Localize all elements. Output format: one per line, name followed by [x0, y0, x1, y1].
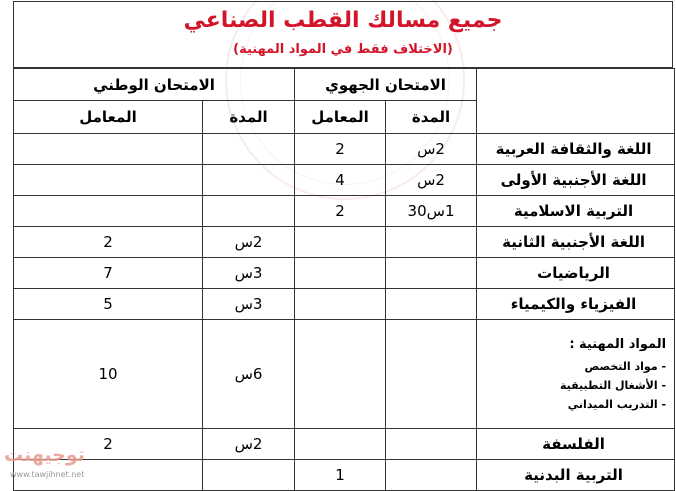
national-duration-header: المدة	[203, 101, 295, 134]
vocational-item: - مواد التخصص	[584, 360, 667, 373]
subject-cell: التربية الاسلامية	[477, 196, 675, 227]
national-duration-cell	[203, 134, 295, 165]
subject-header-blank	[477, 69, 675, 134]
vocational-item: - الأشغال التطبيقية	[559, 379, 667, 392]
regional-duration-cell: 2س	[386, 134, 477, 165]
national-coefficient-cell: 7	[14, 258, 203, 289]
vocational-item: - التدريب الميداني	[567, 398, 667, 411]
regional-coefficient-cell	[295, 289, 386, 320]
header-row-groups	[14, 69, 675, 101]
page-subtitle: (الاختلاف فقط في المواد المهنية)	[233, 42, 453, 57]
national-duration-cell: 3س	[203, 289, 295, 320]
table-row	[14, 196, 675, 227]
national-duration-cell	[203, 165, 295, 196]
regional-duration-cell	[386, 460, 477, 491]
table-row	[14, 227, 675, 258]
national-duration-cell: 6س	[203, 320, 295, 429]
subject-cell: الفيزياء والكيمياء	[477, 289, 675, 320]
national-coefficient-cell	[14, 134, 203, 165]
table-row	[14, 289, 675, 320]
regional-coefficient-cell: 4	[295, 165, 386, 196]
regional-duration-cell: 2س	[386, 165, 477, 196]
page-title: جميع مسالك القطب الصناعي	[183, 8, 503, 33]
regional-coefficient-cell: 2	[295, 196, 386, 227]
regional-duration-cell	[386, 320, 477, 429]
regional-duration-cell: 1س30	[386, 196, 477, 227]
site-logo	[2, 444, 94, 484]
regional-duration-cell	[386, 227, 477, 258]
vocational-row	[14, 320, 675, 429]
national-duration-cell	[203, 460, 295, 491]
national-coefficient-header: المعامل	[14, 101, 203, 134]
regional-coefficient-cell	[295, 227, 386, 258]
vocational-heading: المواد المهنية :	[569, 337, 667, 352]
regional-duration-header: المدة	[386, 101, 477, 134]
regional-coefficient-header: المعامل	[295, 101, 386, 134]
regional-duration-cell	[386, 289, 477, 320]
national-duration-cell: 3س	[203, 258, 295, 289]
regional-coefficient-cell	[295, 258, 386, 289]
subject-cell: اللغة الأجنبية الثانية	[477, 227, 675, 258]
subject-cell: اللغة والثقافة العربية	[477, 134, 675, 165]
national-duration-cell: 2س	[203, 227, 295, 258]
regional-coefficient-cell	[295, 429, 386, 460]
national-coefficient-cell	[14, 165, 203, 196]
subject-cell: التربية البدنية	[477, 460, 675, 491]
regional-duration-cell	[386, 429, 477, 460]
table-row	[14, 429, 675, 460]
exam-table	[13, 68, 675, 491]
national-coefficient-cell: 2	[14, 227, 203, 258]
national-duration-cell	[203, 196, 295, 227]
table-row	[14, 460, 675, 491]
vocational-subject-cell	[477, 320, 675, 429]
regional-duration-cell	[386, 258, 477, 289]
regional-coefficient-cell	[295, 320, 386, 429]
table-row	[14, 165, 675, 196]
title-box	[13, 1, 673, 68]
national-coefficient-cell: 5	[14, 289, 203, 320]
subject-cell: الفلسفة	[477, 429, 675, 460]
national-duration-cell: 2س	[203, 429, 295, 460]
regional-exam-header: الامتحان الجهوي	[295, 69, 477, 101]
table-row	[14, 258, 675, 289]
national-coefficient-cell	[14, 196, 203, 227]
national-coefficient-cell: 2	[14, 429, 203, 460]
regional-coefficient-cell: 1	[295, 460, 386, 491]
logo-text: توجيهنت	[4, 444, 85, 466]
logo-url: www.tawjihnet.net	[10, 470, 85, 479]
subject-cell: الرياضيات	[477, 258, 675, 289]
table-row	[14, 134, 675, 165]
national-coefficient-cell: 10	[14, 320, 203, 429]
regional-coefficient-cell: 2	[295, 134, 386, 165]
subject-cell: اللغة الأجنبية الأولى	[477, 165, 675, 196]
national-exam-header: الامتحان الوطني	[14, 69, 295, 101]
